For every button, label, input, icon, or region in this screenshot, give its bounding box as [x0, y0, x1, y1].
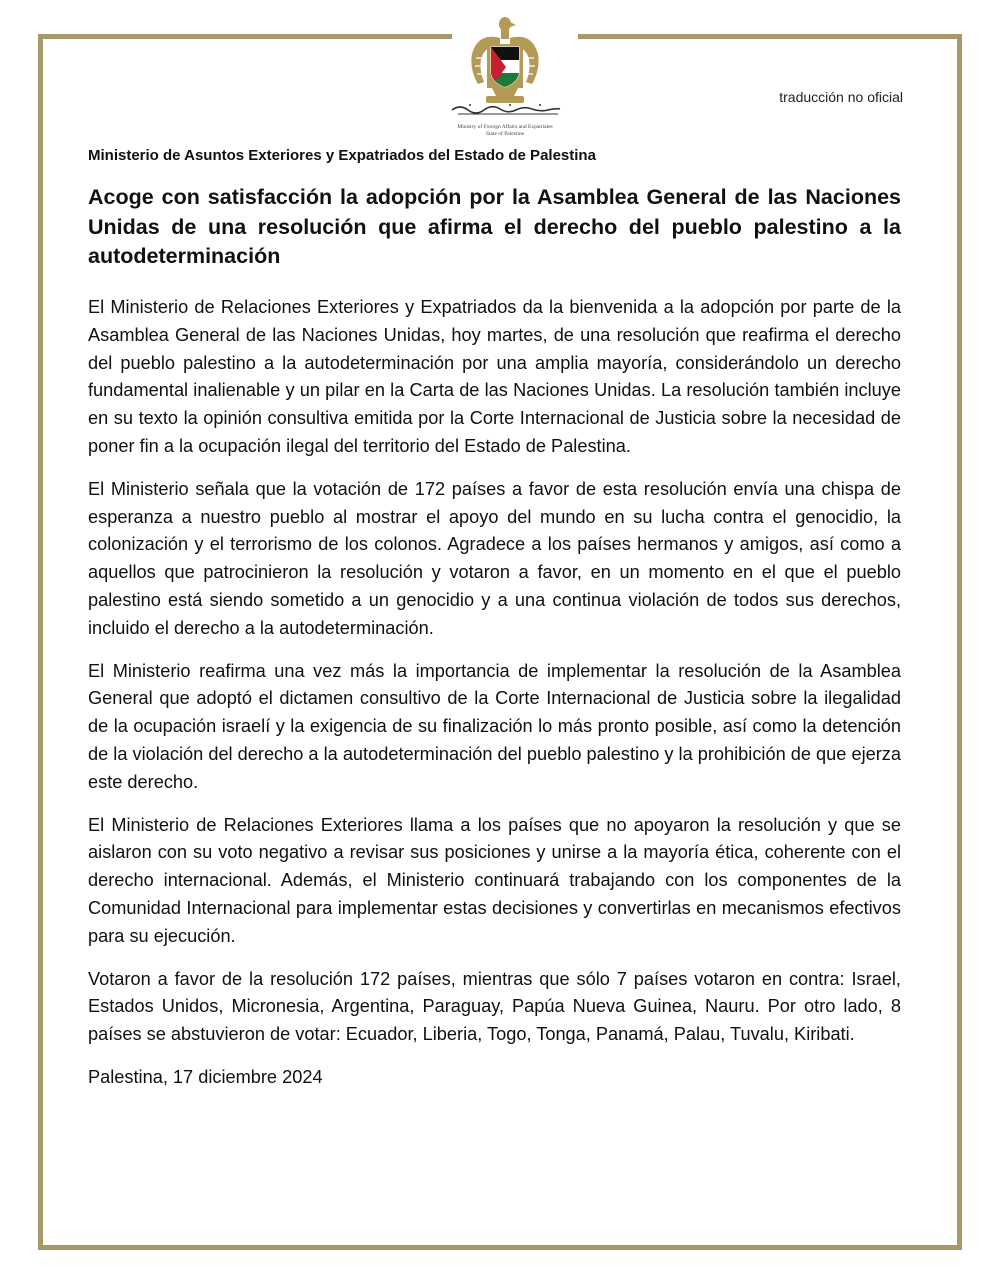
unofficial-translation-note: traducción no oficial [779, 89, 903, 105]
frame-bottom-line [38, 1245, 962, 1250]
body-paragraph: El Ministerio de Relaciones Exteriores y Expatriados da la bienvenida a la adopción por parte de la Asamblea General de las Naciones Unidas, hoy martes, de una resolución que reafirma el derecho del pueblo palestino a la autodeterminación por una amplia mayoría, considerándolo un derecho fundamental inalienable y un pilar en la Carta de las Naciones Unidas. La resolución también incluye en su texto la opinión consultiva emitida por la Corte Internacional de Justicia sobre la necesidad de poner fin a la ocupación ilegal del territorio del Estado de Palestina. [88, 297, 901, 456]
frame-right-line [957, 34, 962, 1250]
logo-caption-english-1: Ministry of Foreign Affairs and Expatriates [457, 124, 553, 130]
ministry-logo [440, 10, 570, 138]
body-paragraph: El Ministerio reafirma una vez más la importancia de implementar la resolución de la Asamblea General que adoptó el dictamen consultivo de la Corte Internacional de Justicia sobre la ilegalidad de la ocupación israelí y la exigencia de su finalización lo más pronto posible, así como la detención de la violación del derecho a la autodeterminación del pueblo palestino y la prohibición de que ejerza este derecho. [88, 660, 901, 792]
frame-left-line [38, 34, 43, 1250]
eagle-emblem-icon [440, 10, 570, 122]
body-paragraph: Votaron a favor de la resolución 172 países, mientras que sólo 7 países votaron en contra: Israel, Estados Unidos, Micronesia, Argentina, Paraguay, Papúa Nueva Guinea, Nauru. Por otro lado, 8 países se abstuvieron de votar: Ecuador, Liberia, Togo, Tonga, Panamá, Palau, Tuvalu, Kiribati. [88, 968, 901, 1045]
body-paragraph: El Ministerio de Relaciones Exteriores llama a los países que no apoyaron la resolución y que se aislaron con su voto negativo a revisar sus posiciones y unirse a la mayoría ética, coherente con el derecho internacional. Además, el Ministerio continuará trabajando con los componentes de la Comunidad Internacional para implementar estas decisiones y convertirlas en mecanismos efectivos para su ejecución. [88, 814, 901, 946]
logo-caption-english-2: State of Palestine [485, 131, 525, 137]
dateline: Palestina, 17 diciembre 2024 [88, 1066, 323, 1087]
ministry-name: Ministerio de Asuntos Exteriores y Expatriados del Estado de Palestina [88, 147, 596, 164]
press-release-headline: Acoge con satisfacción la adopción por la Asamblea General de las Naciones Unidas de una resolución que afirma el derecho del pueblo palestino a la autodeterminación [88, 185, 901, 268]
body-paragraph: El Ministerio señala que la votación de 172 países a favor de esta resolución envía una chispa de esperanza a nuestro pueblo al mostrar el apoyo del mundo en su lucha contra el genocidio, la colonización y el terrorismo de los colonos. Agradece a los países hermanos y amigos, así como a aquellos que patrocinieron la resolución y votaron a favor, en un momento en el que el pueblo palestino está siendo sometido a un genocidio y a una continua violación de todos sus derechos, incluido el derecho a la autodeterminación. [88, 478, 901, 638]
frame-top-right-line [578, 34, 962, 39]
frame-top-left-line [38, 34, 452, 39]
press-release-body [88, 294, 901, 1107]
